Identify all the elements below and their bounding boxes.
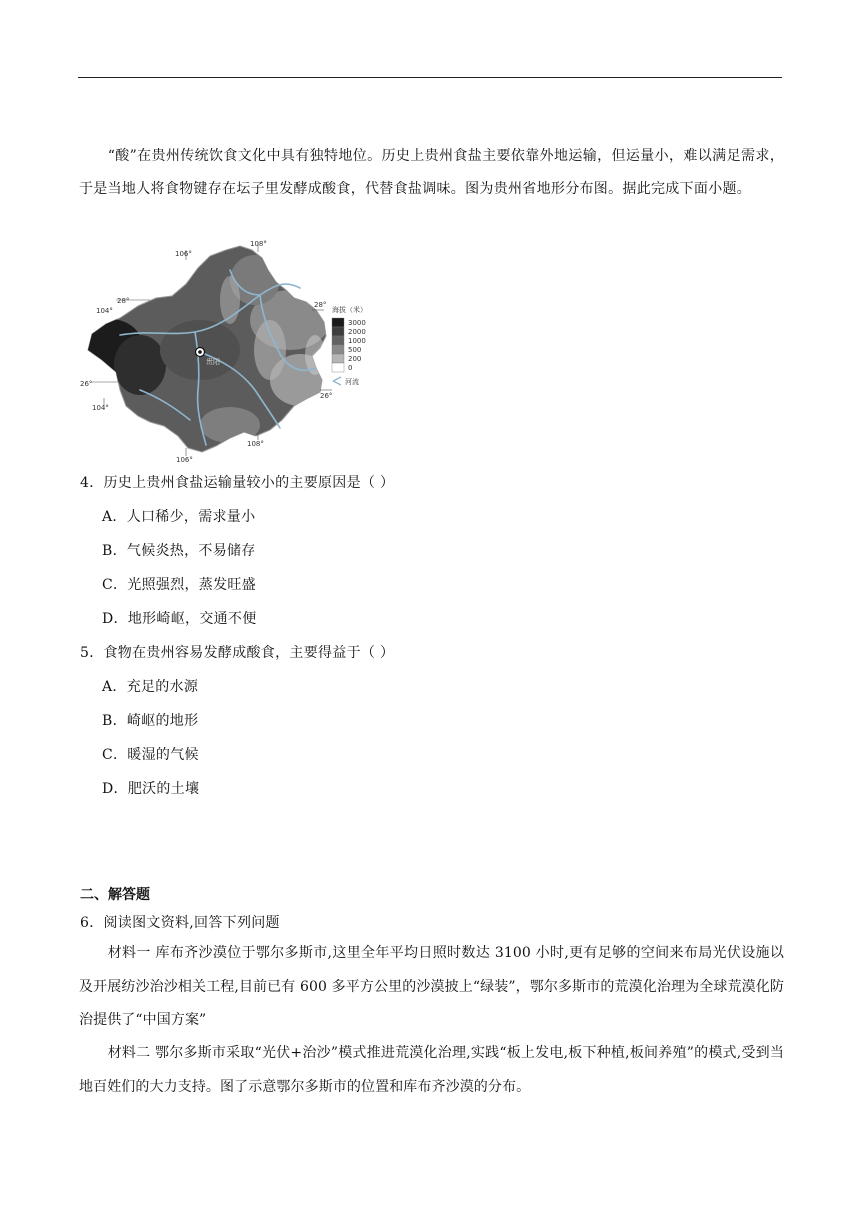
lon-label-bottom-108: 108°: [247, 440, 264, 448]
lon-label-bottom-104: 104°: [92, 404, 109, 412]
header-rule: [78, 77, 782, 78]
legend-swatch-500: [332, 345, 344, 354]
legend-level-label: 500: [348, 346, 362, 354]
lat-label-right-26: 26°: [320, 392, 333, 400]
question-5-stem: 5．食物在贵州容易发酵成酸食，主要得益于（ ）: [80, 645, 395, 661]
question-5-option-d: D．肥沃的土壤: [102, 781, 200, 797]
legend-swatch-3000: [332, 318, 344, 327]
legend-title: 海拔（米）: [332, 306, 367, 314]
question-5-option-c: C．暖湿的气候: [102, 747, 199, 763]
lon-label-top-106: 106°: [175, 250, 192, 258]
question-4-option-a: A．人口稀少，需求量小: [102, 509, 256, 525]
question-5-option-a: A．充足的水源: [102, 679, 199, 695]
river-legend-label: 河流: [345, 378, 359, 386]
legend-level-label: 3000: [348, 319, 366, 327]
legend-swatch-200: [332, 354, 344, 363]
intro-paragraph: “酸”在贵州传统饮食文化中具有独特地位。历史上贵州食盐主要依靠外地运输，但运量小，难以满足需求，于是当地人将食物键存在坛子里发酵成酸食，代替食盐调味。图为贵州省地形分布图。据此完成下面小题。: [79, 148, 784, 197]
question-6-stem: 6．阅读图文资料,回答下列问题: [80, 915, 280, 931]
question-5-option-b: B．崎岖的地形: [102, 713, 199, 729]
capital-label: 贵阳: [206, 358, 220, 366]
lon-label-top-108: 108°: [250, 240, 267, 248]
legend-swatch-2000: [332, 327, 344, 336]
river-legend-icon: [333, 377, 341, 381]
lon-label-left-104: 104°: [96, 307, 113, 315]
lat-label-left-26: 26°: [80, 380, 93, 388]
lat-label-left-28: 28°: [117, 297, 130, 305]
legend-swatch-0: [332, 363, 344, 372]
elevation-legend: [332, 305, 367, 386]
question-4-option-b: B．气候炎热，不易储存: [102, 543, 256, 559]
material-1-paragraph: 材料一 库布齐沙漠位于鄂尔多斯市,这里全年平均日照时数达 3100 小时,更有足够的空间来布局光伏设施以及开展纺沙治沙相关工程,目前已有 600 多平方公里的沙漠披上“绿装”，鄂尔多斯市的荒漠化治理为全球荒漠化防治提供了“中国方案”: [79, 945, 784, 1028]
legend-level-label: 0: [348, 364, 353, 372]
material-2-paragraph: 材料二 鄂尔多斯市采取“光伏+治沙”模式推进荒漠化治理,实践“板上发电,板下种植,板间养殖”的模式,受到当地百姓们的大力支持。图了示意鄂尔多斯市的位置和库布齐沙漠的分布。: [79, 1045, 784, 1095]
question-4-option-d: D．地形崎岖，交通不便: [102, 611, 257, 627]
lat-label-right-28: 28°: [314, 301, 327, 309]
guizhou-terrain-map: [80, 240, 380, 464]
question-4-stem: 4．历史上贵州食盐运输量较小的主要原因是（ ）: [80, 475, 395, 491]
legend-level-label: 1000: [348, 337, 366, 345]
legend-swatch-1000: [332, 336, 344, 345]
lon-label-bottom-106: 106°: [176, 456, 193, 464]
section-2-heading: 二、解答题: [80, 887, 150, 903]
legend-level-label: 200: [348, 355, 362, 363]
legend-level-label: 2000: [348, 328, 366, 336]
question-4-option-c: C．光照强烈，蒸发旺盛: [102, 577, 257, 593]
